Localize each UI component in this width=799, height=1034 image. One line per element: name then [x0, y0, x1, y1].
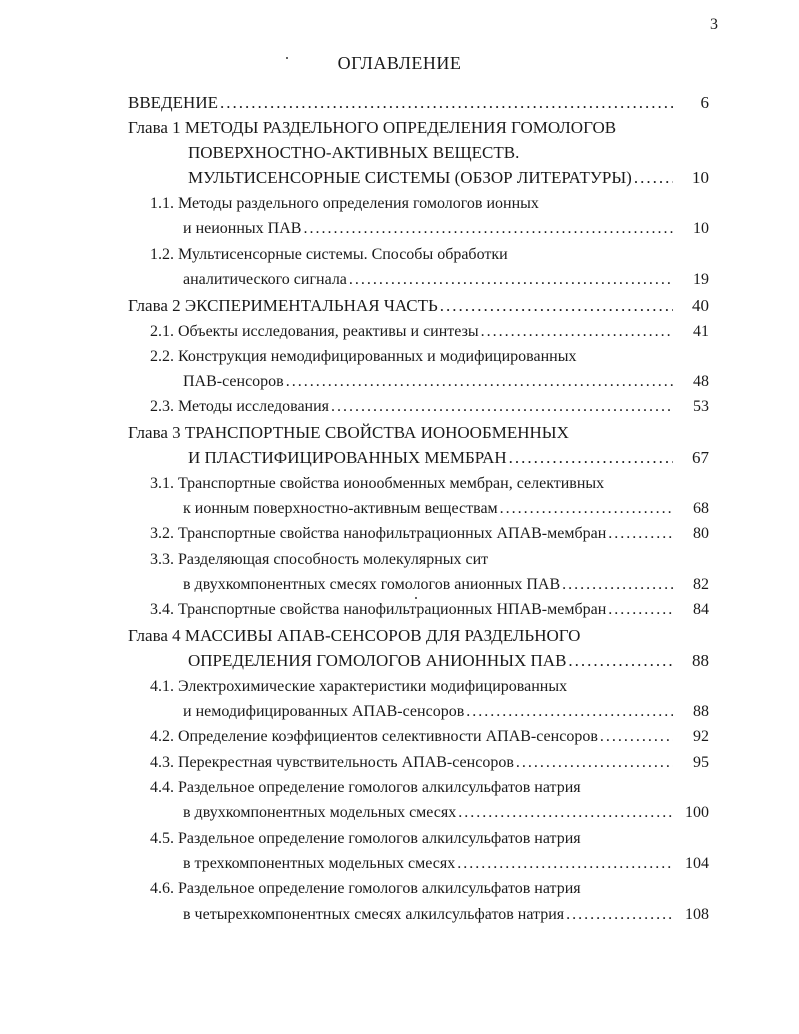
- toc-entry: [183, 219, 709, 239]
- toc-entry-title: 4.6. Раздельное определение гомологов алкилсульфатов натрия: [150, 880, 581, 897]
- toc-entry: [150, 397, 709, 417]
- toc-entry-title: и неионных ПАВ: [183, 220, 302, 237]
- leader-dots: [349, 270, 673, 290]
- toc-entry-title: в двухкомпонентных модельных смесях: [183, 804, 457, 821]
- toc-section-heading: [150, 347, 576, 367]
- toc-entry: [150, 727, 709, 747]
- toc-entry-title: ПАВ-сенсоров: [183, 373, 284, 390]
- toc-entry-page: 82: [693, 576, 709, 593]
- toc-entry-page: 88: [692, 651, 709, 670]
- toc-chapter-heading: [128, 423, 569, 443]
- toc-section-heading: [150, 245, 508, 265]
- leader-dots: [286, 372, 673, 392]
- toc-entry: [183, 905, 709, 925]
- toc-entry-title: к ионным поверхностно-активным веществам: [183, 500, 498, 517]
- toc-entry: [183, 803, 709, 823]
- leader-dots: [608, 524, 673, 544]
- toc-entry: [150, 753, 709, 773]
- leader-dots: [481, 322, 673, 342]
- leader-dots: [566, 905, 673, 925]
- toc-entry-title: 1.1. Методы раздельного определения гомологов ионных: [150, 195, 539, 212]
- leader-dots: [562, 575, 673, 595]
- toc-entry-page: 10: [692, 168, 709, 187]
- toc-chapter-heading-cont: [188, 143, 519, 163]
- leader-dots: [457, 854, 673, 874]
- toc-entry-page: 40: [692, 296, 709, 315]
- toc-entry-title: 3.4. Транспортные свойства нанофильтрационных НПАВ-мембран: [150, 601, 607, 618]
- page-number: 3: [710, 16, 718, 33]
- toc-entry-title: в четырехкомпонентных смесях алкилсульфатов натрия: [183, 906, 565, 923]
- toc-entry-page: 80: [693, 525, 709, 542]
- toc-entry-title: 3.3. Разделяющая способность молекулярных сит: [150, 551, 489, 568]
- page-title: ОГЛАВЛЕНИЕ: [337, 53, 462, 73]
- toc-chapter-heading: [128, 118, 616, 138]
- toc-entry-page: 67: [692, 448, 709, 467]
- leader-dots: [600, 727, 673, 747]
- toc-entry-title: И ПЛАСТИФИЦИРОВАННЫХ МЕМБРАН: [188, 448, 507, 467]
- toc-entry-title: аналитического сигнала: [183, 271, 347, 288]
- toc-entry-page: 41: [693, 323, 709, 340]
- toc-entry-title: ОПРЕДЕЛЕНИЯ ГОМОЛОГОВ АНИОННЫХ ПАВ: [188, 651, 567, 670]
- toc-section-heading: [150, 677, 567, 697]
- scan-speck: [286, 57, 288, 59]
- toc-entry-page: 100: [685, 804, 709, 821]
- toc-entry: [150, 524, 709, 544]
- toc-entry-title: ПОВЕРХНОСТНО-АКТИВНЫХ ВЕЩЕСТВ.: [188, 143, 520, 162]
- toc-entry: [183, 270, 709, 290]
- toc-entry-page: 88: [693, 703, 709, 720]
- toc-entry-title: 2.3. Методы исследования: [150, 398, 330, 415]
- toc-entry-title: Глава 4 МАССИВЫ АПАВ-СЕНСОРОВ ДЛЯ РАЗДЕЛЬНОГО: [128, 626, 581, 645]
- toc-entry-title: 1.2. Мультисенсорные системы. Способы обработки: [150, 246, 508, 263]
- toc-entry-title: 4.2. Определение коэффициентов селективности АПАВ-сенсоров: [150, 728, 598, 745]
- toc-entry-title: 2.2. Конструкция немодифицированных и модифицированных: [150, 348, 577, 365]
- toc-entry: [150, 322, 709, 342]
- leader-dots: [568, 651, 673, 671]
- leader-dots: [458, 803, 673, 823]
- leader-dots: [509, 448, 673, 468]
- toc-entry-title: в трехкомпонентных модельных смесях: [183, 855, 456, 872]
- toc-section-heading: [150, 778, 581, 798]
- toc-entry-title: МУЛЬТИСЕНСОРНЫЕ СИСТЕМЫ (ОБЗОР ЛИТЕРАТУРЫ): [188, 168, 632, 187]
- toc-entry: [128, 296, 709, 316]
- toc-entry: [188, 651, 709, 671]
- toc-entry-title: 4.3. Перекрестная чувствительность АПАВ-сенсоров: [150, 754, 514, 771]
- toc-entry: [183, 499, 709, 519]
- toc-entry-title: Глава 1 МЕТОДЫ РАЗДЕЛЬНОГО ОПРЕДЕЛЕНИЯ ГОМОЛОГОВ: [128, 118, 617, 137]
- toc-chapter-heading: [128, 626, 580, 646]
- toc-entry-page: 53: [693, 398, 709, 415]
- toc-entry-title: Глава 2 ЭКСПЕРИМЕНТАЛЬНАЯ ЧАСТЬ: [128, 296, 438, 315]
- toc-section-heading: [150, 550, 488, 570]
- toc-entry: [150, 600, 709, 620]
- leader-dots: [331, 397, 673, 417]
- leader-dots: [516, 753, 673, 773]
- toc-entry-page: 95: [693, 754, 709, 771]
- toc-entry-title: 4.1. Электрохимические характеристики модифицированных: [150, 678, 568, 695]
- leader-dots: [440, 296, 673, 316]
- toc-entry-title: в двухкомпонентных смесях гомологов анионных ПАВ: [183, 576, 561, 593]
- toc-entry-introduction: [128, 93, 709, 113]
- toc-entry-title: 3.2. Транспортные свойства нанофильтрационных АПАВ-мембран: [150, 525, 607, 542]
- leader-dots: [634, 168, 673, 188]
- toc-entry: [183, 372, 709, 392]
- toc-entry-page: 84: [693, 601, 709, 618]
- toc-entry-title: 3.1. Транспортные свойства ионообменных мембран, селективных: [150, 475, 605, 492]
- toc-entry: [183, 702, 709, 722]
- toc-entry: [188, 448, 709, 468]
- toc-entry-title: 4.4. Раздельное определение гомологов алкилсульфатов натрия: [150, 779, 581, 796]
- toc-section-heading: [150, 194, 539, 214]
- scan-speck: [415, 597, 417, 599]
- toc-entry-page: 6: [700, 93, 709, 112]
- toc-entry-title: ВВЕДЕНИЕ: [128, 93, 218, 112]
- toc-entry-page: 10: [693, 220, 709, 237]
- toc-section-heading: [150, 879, 581, 899]
- toc-entry-page: 48: [693, 373, 709, 390]
- toc-entry: [183, 854, 709, 874]
- toc-section-heading: [150, 474, 604, 494]
- leader-dots: [466, 702, 673, 722]
- toc-entry-page: 68: [693, 500, 709, 517]
- toc-section-heading: [150, 829, 581, 849]
- toc-entry-page: 19: [693, 271, 709, 288]
- toc-entry-page: 108: [685, 906, 709, 923]
- toc-entry-title: 2.1. Объекты исследования, реактивы и синтезы: [150, 323, 479, 340]
- toc-entry-title: 4.5. Раздельное определение гомологов алкилсульфатов натрия: [150, 830, 581, 847]
- toc-entry: [183, 575, 709, 595]
- toc-entry-page: 92: [693, 728, 709, 745]
- toc-entry-page: 104: [685, 855, 709, 872]
- leader-dots: [220, 93, 673, 113]
- toc-entry-title: Глава 3 ТРАНСПОРТНЫЕ СВОЙСТВА ИОНООБМЕННЫХ: [128, 423, 569, 442]
- toc-entry-title: и немодифицированных АПАВ-сенсоров: [183, 703, 465, 720]
- toc-entry: [188, 168, 709, 188]
- leader-dots: [500, 499, 673, 519]
- leader-dots: [608, 600, 673, 620]
- leader-dots: [303, 219, 673, 239]
